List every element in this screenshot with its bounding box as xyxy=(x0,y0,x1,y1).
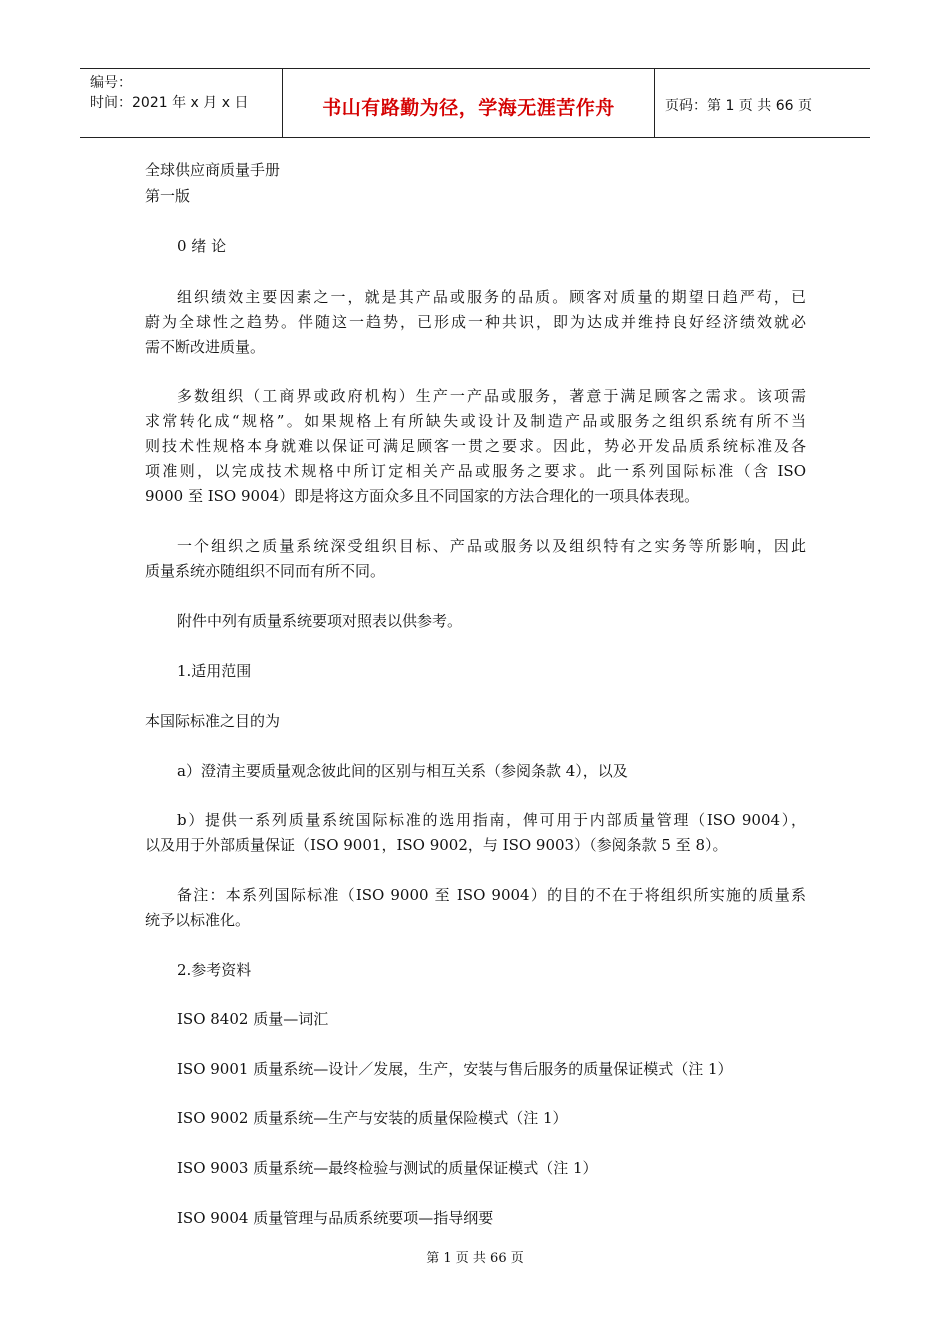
list-item-a: a）澄清主要质量观念彼此间的区别与相互关系（参阅条款 4），以及 xyxy=(177,762,628,780)
paragraph-line: 需不断改进质量。 xyxy=(145,338,266,356)
paragraph-line: 则技术性规格本身就难以保证可满足顾客一贯之要求。因此，势必开发品质系统标准及各 xyxy=(145,437,806,455)
number-label: 编号： xyxy=(90,75,132,91)
paragraph-line: 一个组织之质量系统深受组织目标、产品或服务以及组织特有之实务等所影响，因此 xyxy=(177,537,806,555)
time-label: 时间：2021 年 x 月 x 日 xyxy=(90,95,249,111)
paragraph-line: 蔚为全球性之趋势。伴随这一趋势，已形成一种共识，即为达成并维持良好经济绩效就必 xyxy=(145,313,806,331)
section-heading-1: 1.适用范围 xyxy=(177,662,252,680)
document-edition: 第一版 xyxy=(145,187,191,205)
page-footer: 第 1 页 共 66 页 xyxy=(426,1251,524,1266)
reference-item: ISO 9003 质量系统—最终检验与测试的质量保证模式（注 1） xyxy=(177,1159,598,1177)
header-motto-cell xyxy=(282,69,655,137)
paragraph-line: 组织绩效主要因素之一，就是其产品或服务的品质。顾客对质量的期望日趋严苟，已 xyxy=(177,288,806,306)
motto: 书山有路勤为径，学海无涯苦作舟 xyxy=(322,97,615,119)
list-item-b-line: b）提供一系列质量系统国际标准的选用指南，俾可用于内部质量管理（ISO 9004）， xyxy=(177,811,806,829)
list-item-b-line: 以及用于外部质量保证（ISO 9001，ISO 9002，与 ISO 9003）（参阅条款 5 至 8）。 xyxy=(145,836,728,854)
section-heading-2: 2.参考资料 xyxy=(177,961,252,979)
reference-item: ISO 8402 质量—词汇 xyxy=(177,1010,329,1028)
document-header xyxy=(80,68,870,138)
paragraph-line: 质量系统亦随组织不同而有所不同。 xyxy=(145,562,386,580)
reference-item: ISO 9004 质量管理与品质系统要项—指导纲要 xyxy=(177,1209,494,1227)
paragraph-line: 本国际标准之目的为 xyxy=(145,712,281,730)
paragraph-line: 多数组织（工商界或政府机构）生产一产品或服务，著意于满足顾客之需求。该项需 xyxy=(177,387,806,405)
page-code: 页码：第 1 页 共 66 页 xyxy=(665,98,812,114)
paragraph-line: 项准则，以完成技术规格中所订定相关产品或服务之要求。此一系列国际标准（含 ISO xyxy=(145,462,806,480)
reference-item: ISO 9001 质量系统—设计／发展，生产，安装与售后服务的质量保证模式（注 1） xyxy=(177,1060,733,1078)
paragraph-line: 9000 至 ISO 9004）即是将这方面众多且不同国家的方法合理化的一项具体表现。 xyxy=(145,487,700,505)
note-line: 备注：本系列国际标准（ISO 9000 至 ISO 9004）的目的不在于将组织所实施的质量系 xyxy=(177,886,806,904)
reference-item: ISO 9002 质量系统—生产与安装的质量保险模式（注 1） xyxy=(177,1109,568,1127)
document-title: 全球供应商质量手册 xyxy=(145,161,281,179)
paragraph-line: 求常转化成“规格”。如果规格上有所缺失或设计及制造产品或服务之组织系统有所不当 xyxy=(145,412,806,430)
note-line: 统予以标准化。 xyxy=(145,911,251,929)
header-page-cell xyxy=(655,69,870,137)
paragraph-line: 附件中列有质量系统要项对照表以供参考。 xyxy=(177,612,463,630)
section-heading-0: 0 绪 论 xyxy=(177,237,227,255)
header-info-cell xyxy=(80,69,282,137)
